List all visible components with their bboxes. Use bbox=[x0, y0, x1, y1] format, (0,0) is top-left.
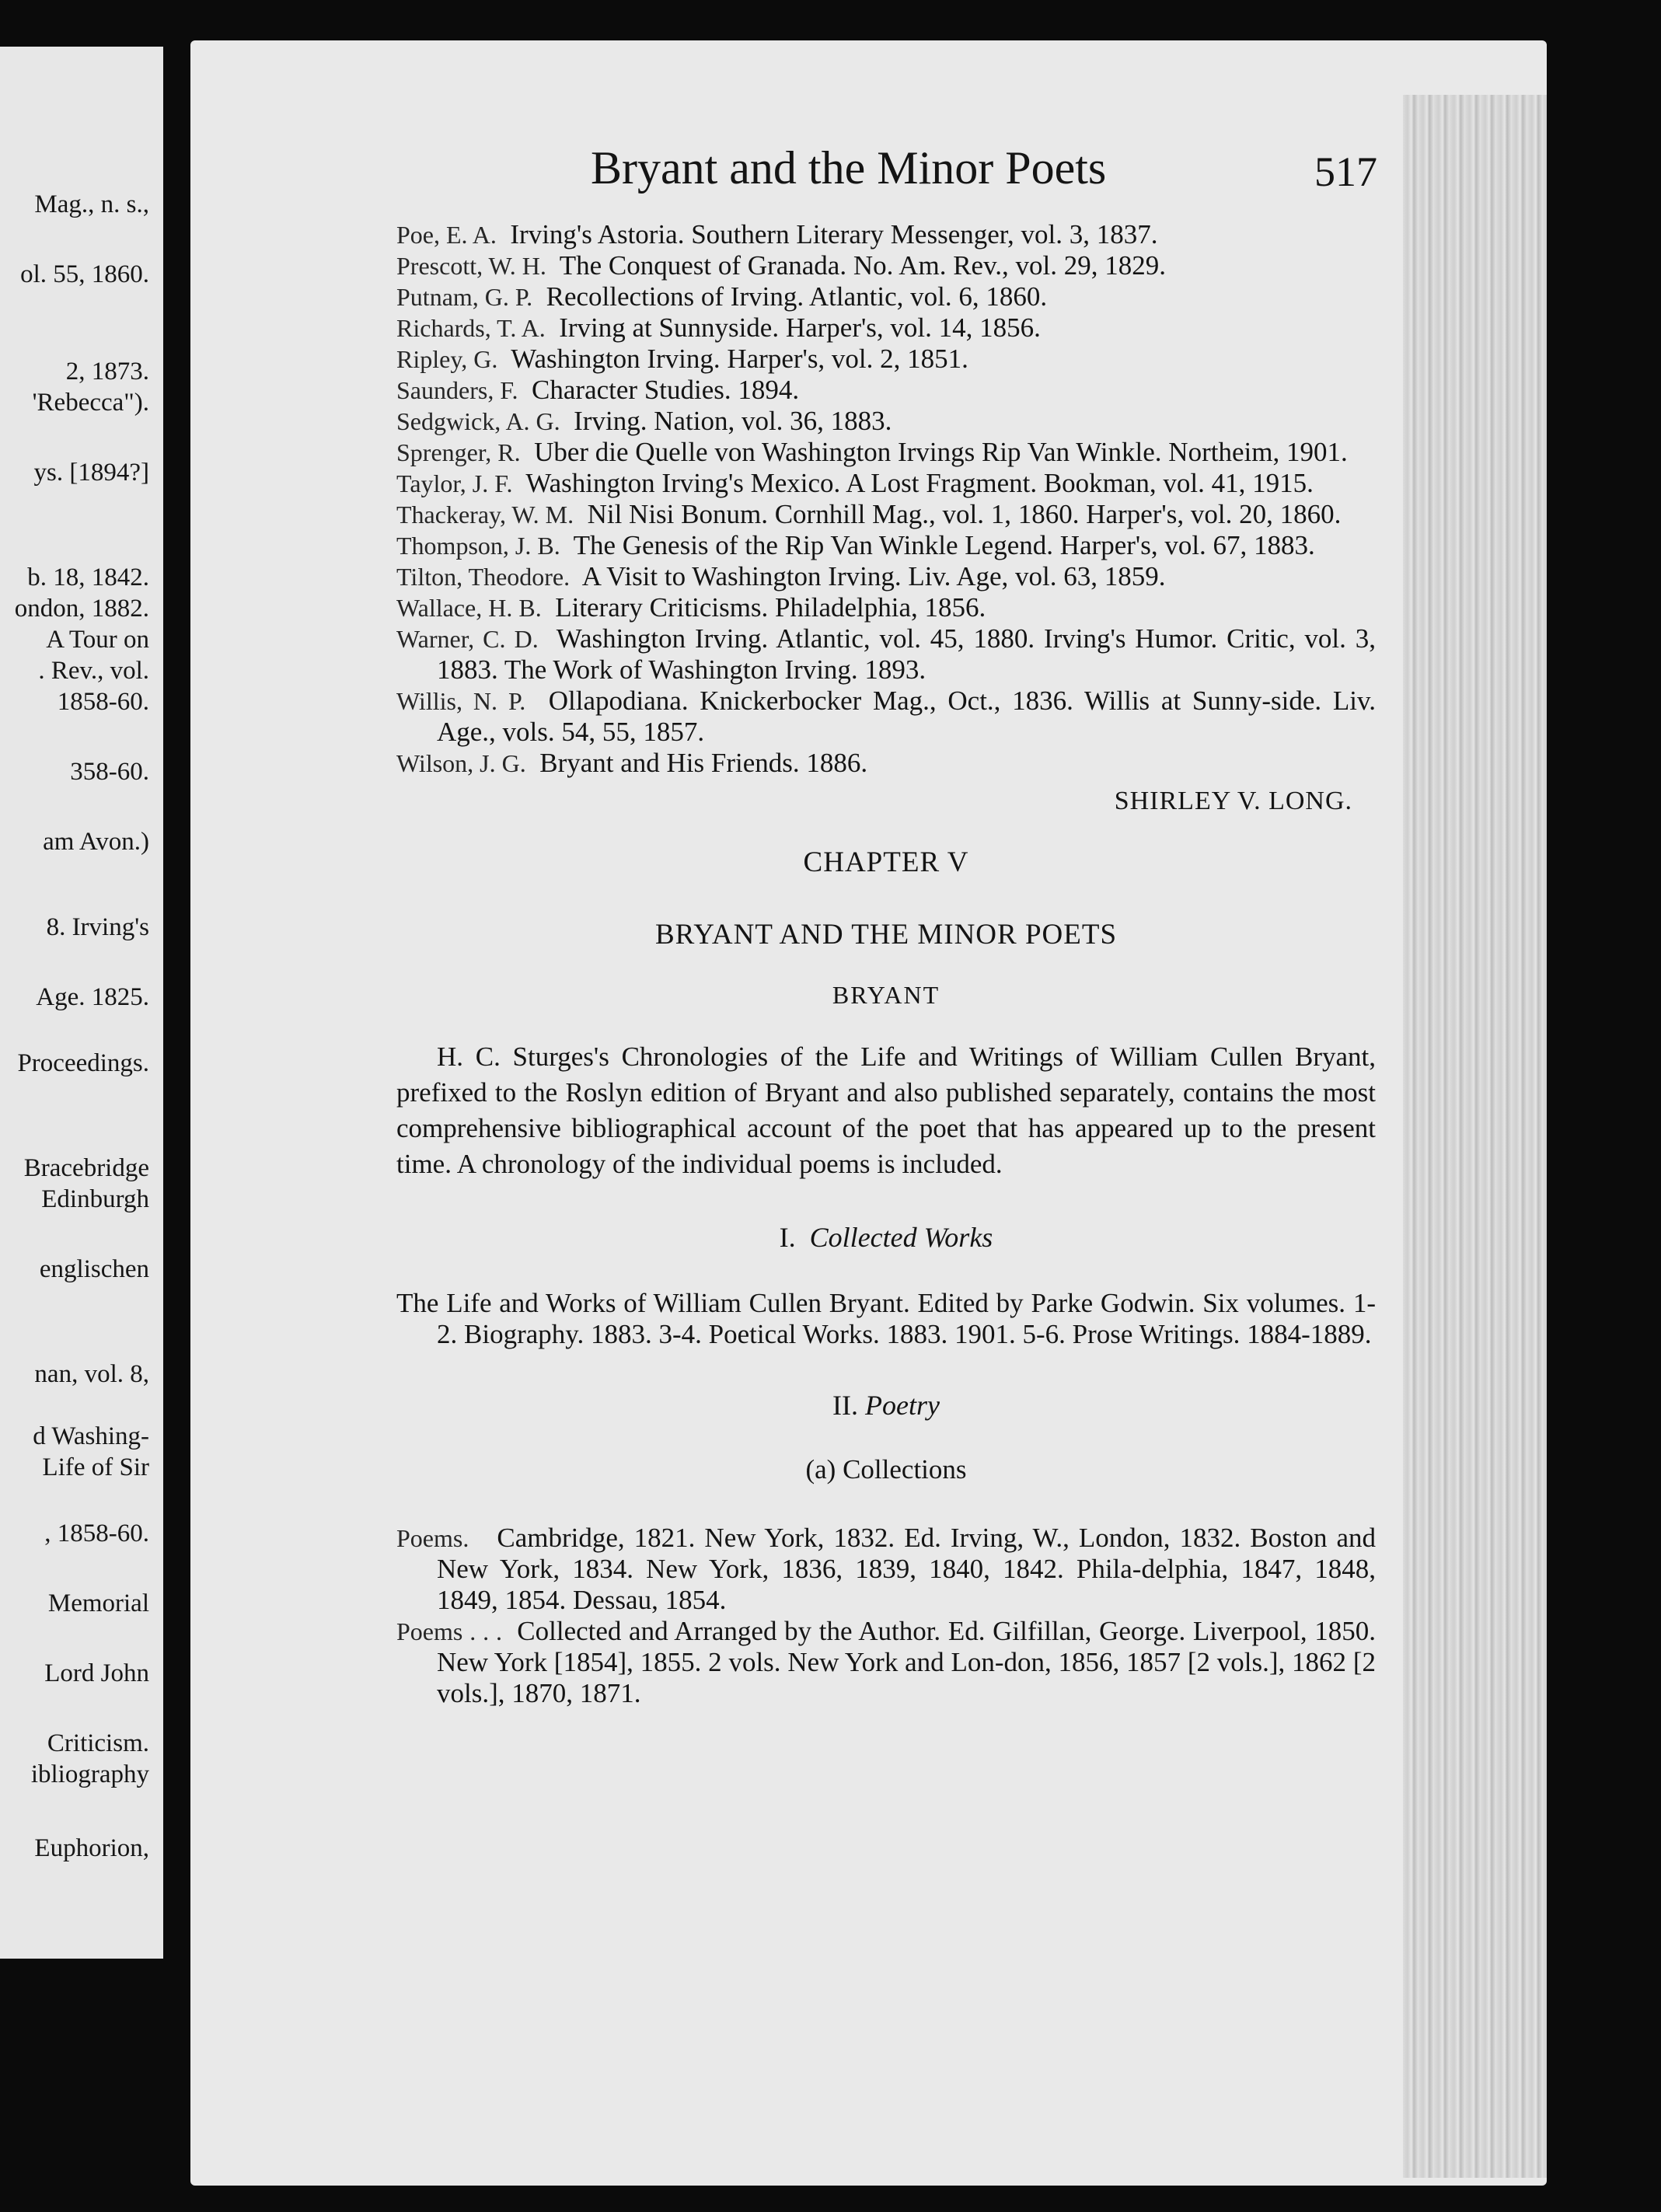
left-page-line: Lord John bbox=[44, 1659, 149, 1687]
entry-author: Poems . . . bbox=[396, 1617, 503, 1645]
entry-text: Irving. Nation, vol. 36, 1883. bbox=[574, 406, 892, 436]
bibliography-entry bbox=[396, 375, 1376, 406]
bibliography-entry bbox=[396, 219, 1376, 250]
left-page-line: englischen bbox=[39, 1255, 149, 1283]
bibliography-entry bbox=[396, 312, 1376, 344]
bibliography-entry bbox=[396, 561, 1376, 592]
left-page-line: 'Rebecca"). bbox=[32, 389, 149, 417]
entry-author: Thompson, J. B. bbox=[396, 532, 560, 560]
entry-text: A Visit to Washington Irving. Liv. Age, vol. 63, 1859. bbox=[581, 561, 1166, 591]
left-page-line: Proceedings. bbox=[17, 1049, 149, 1077]
left-page-line: ibliography bbox=[30, 1760, 149, 1788]
left-page-line: Mag., n. s., bbox=[34, 190, 149, 218]
page-517 bbox=[190, 40, 1547, 2186]
bibliography-entry bbox=[396, 250, 1376, 281]
entry-text: Washington Irving's Mexico. A Lost Fragment. Bookman, vol. 41, 1915. bbox=[525, 468, 1314, 498]
running-title: Bryant and the Minor Poets bbox=[591, 142, 1107, 194]
poems-entry bbox=[396, 1616, 1376, 1709]
entry-author: Tilton, Theodore. bbox=[396, 563, 571, 591]
entry-text: Nil Nisi Bonum. Cornhill Mag., vol. 1, 1860. Harper's, vol. 20, 1860. bbox=[587, 499, 1342, 529]
entry-text: Collected and Arranged by the Author. Ed. Gilfillan, George. Liverpool, 1850. New York [1854], 1855. 2 vols. New York and Lon-don, 1856, 1857 [2 vols.], 1862 [2 vols.], 1870, 1871. bbox=[437, 1616, 1376, 1708]
left-page-line: Euphorion, bbox=[34, 1834, 149, 1862]
entry-author: Thackeray, W. M. bbox=[396, 501, 574, 529]
entry-text: Uber die Quelle von Washington Irvings Rip Van Winkle. Northeim, 1901. bbox=[534, 437, 1348, 467]
left-page-line: ondon, 1882. bbox=[14, 595, 149, 623]
bibliography-entry bbox=[396, 623, 1376, 686]
left-page-line: 2, 1873. bbox=[65, 358, 149, 386]
bibliography-entry bbox=[396, 344, 1376, 375]
entry-author: Saunders, F. bbox=[396, 376, 518, 404]
entry-text: Irving's Astoria. Southern Literary Messenger, vol. 3, 1837. bbox=[510, 219, 1158, 249]
chapter-label: CHAPTER V bbox=[803, 846, 969, 878]
bibliography-entry bbox=[396, 468, 1376, 499]
entry-author: Sprenger, R. bbox=[396, 438, 521, 466]
entry-text: Washington Irving. Atlantic, vol. 45, 1880. Irving's Humor. Critic, vol. 3, 1883. The Work of Washington Irving. 1893. bbox=[437, 623, 1376, 685]
left-page-line: Edinburgh bbox=[41, 1185, 149, 1213]
entry-text: Literary Criticisms. Philadelphia, 1856. bbox=[555, 592, 986, 623]
collected-works-entry: The Life and Works of William Cullen Bryant. Edited by Parke Godwin. Six volumes. 1-2. Biography. 1883. 3-4. Poetical Works. 1883. 1901. 5-6. Prose Writings. 1884-1889. bbox=[396, 1288, 1376, 1349]
left-page-line: Life of Sir bbox=[42, 1453, 149, 1481]
bibliography-entry bbox=[396, 437, 1376, 468]
entry-text: Character Studies. 1894. bbox=[532, 375, 800, 405]
bibliography-entry bbox=[396, 748, 1376, 779]
entry-text: Ollapodiana. Knickerbocker Mag., Oct., 1836. Willis at Sunny-side. Liv. Age., vols. 54, 55, 1857. bbox=[437, 686, 1376, 747]
left-page-line: , 1858-60. bbox=[44, 1519, 149, 1547]
running-head bbox=[396, 134, 1376, 219]
intro-paragraph: H. C. Sturges's Chronologies of the Life and Writings of William Cullen Bryant, prefixed to the Roslyn edition of Bryant and also published separately, contains the most comprehensive bibliographical account of the poet that has appeared up to the present time. A chronology of the individual poems is included. bbox=[396, 1041, 1376, 1179]
entry-author: Richards, T. A. bbox=[396, 314, 546, 342]
left-page-line: am Avon.) bbox=[43, 828, 149, 856]
heading-collected-works bbox=[396, 1221, 1376, 1254]
entry-text: Washington Irving. Harper's, vol. 2, 1851. bbox=[511, 344, 968, 374]
left-page-line: 8. Irving's bbox=[46, 913, 149, 941]
left-page-line: A Tour on bbox=[46, 626, 149, 654]
entry-author: Poe, E. A. bbox=[396, 221, 497, 249]
left-page-line: ys. [1894?] bbox=[33, 459, 149, 487]
section-heading: BRYANT bbox=[832, 981, 940, 1009]
heading-poetry bbox=[396, 1389, 1376, 1422]
entry-author: Taylor, J. F. bbox=[396, 469, 513, 497]
bibliography-entry bbox=[396, 499, 1376, 530]
heading-numeral: I. bbox=[779, 1222, 796, 1253]
entry-author: Prescott, W. H. bbox=[396, 252, 546, 280]
entry-author: Warner, C. D. bbox=[396, 625, 539, 653]
entry-author: Wallace, H. B. bbox=[396, 594, 542, 622]
left-page-line: b. 18, 1842. bbox=[27, 563, 149, 591]
left-page-line: Memorial bbox=[47, 1589, 149, 1617]
previous-page-fragment bbox=[0, 47, 163, 1959]
heading-title: Collected Works bbox=[809, 1222, 993, 1253]
left-page-line: Bracebridge bbox=[23, 1154, 149, 1182]
entry-author: Sedgwick, A. G. bbox=[396, 407, 560, 435]
heading-collections: (a) Collections bbox=[805, 1454, 967, 1485]
entry-text: The Genesis of the Rip Van Winkle Legend. Harper's, vol. 67, 1883. bbox=[573, 530, 1315, 560]
entry-text: Irving at Sunnyside. Harper's, vol. 14, 1856. bbox=[559, 312, 1041, 343]
entry-text: Cambridge, 1821. New York, 1832. Ed. Irving, W., London, 1832. Boston and New York, 1834. New York, 1836, 1839, 1840, 1842. Phila-delphia, 1847, 1848, 1849, 1854. Dessau, 1854. bbox=[437, 1523, 1376, 1615]
heading-numeral: II. bbox=[832, 1390, 858, 1421]
left-page-line: d Washing- bbox=[33, 1422, 149, 1450]
entry-author: Willis, N. P. bbox=[396, 687, 526, 715]
bibliography-entry bbox=[396, 686, 1376, 748]
author-signature: SHIRLEY V. LONG. bbox=[1114, 787, 1352, 815]
page-edge-shadow bbox=[1403, 95, 1547, 2178]
page-number: 517 bbox=[1314, 148, 1377, 195]
left-page-line: nan, vol. 8, bbox=[34, 1360, 149, 1388]
bibliography-entry bbox=[396, 592, 1376, 623]
left-page-line: 358-60. bbox=[70, 758, 149, 786]
left-page-line: 1858-60. bbox=[57, 688, 149, 716]
entry-author: Wilson, J. G. bbox=[396, 749, 526, 777]
entry-author: Putnam, G. P. bbox=[396, 283, 533, 311]
bibliography-entry bbox=[396, 281, 1376, 312]
left-page-line: Age. 1825. bbox=[36, 983, 149, 1011]
poems-entry bbox=[396, 1523, 1376, 1616]
entry-author: Poems. bbox=[396, 1524, 469, 1552]
heading-title: Poetry bbox=[865, 1390, 940, 1421]
poems-list bbox=[396, 1523, 1376, 1709]
left-page-line: Criticism. bbox=[47, 1729, 149, 1757]
entry-text: Recollections of Irving. Atlantic, vol. 6, 1860. bbox=[546, 281, 1048, 312]
page-text bbox=[396, 134, 1376, 1709]
left-page-line: . Rev., vol. bbox=[38, 657, 149, 685]
left-page-line: ol. 55, 1860. bbox=[20, 260, 149, 288]
entry-author: Ripley, G. bbox=[396, 345, 498, 373]
entry-text: The Conquest of Granada. No. Am. Rev., vol. 29, 1829. bbox=[559, 250, 1167, 281]
chapter-title: BRYANT AND THE MINOR POETS bbox=[654, 919, 1118, 951]
bibliography-entry bbox=[396, 406, 1376, 437]
entry-text: Bryant and His Friends. 1886. bbox=[539, 748, 868, 778]
bibliography-entry bbox=[396, 530, 1376, 561]
bibliography-list bbox=[396, 219, 1376, 779]
